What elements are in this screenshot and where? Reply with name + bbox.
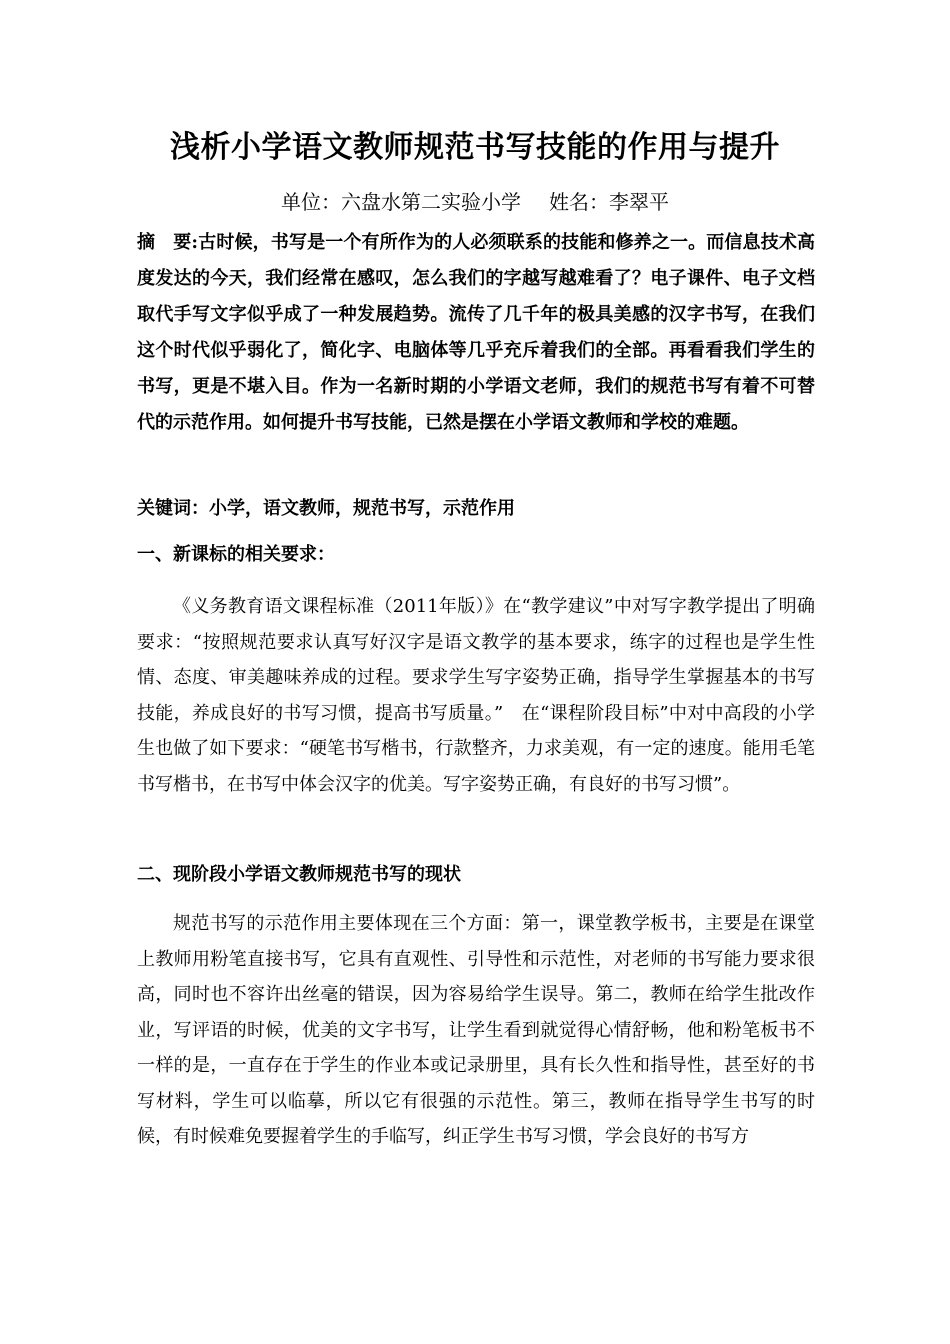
author-name: 姓名：李翠平 [549, 190, 669, 214]
section-heading-1: 一、新课标的相关要求： [137, 544, 335, 565]
section-paragraph-1: 《义务教育语文课程标准（2011年版）》在“教学建议”中对写字教学提出了明确要求：“按照规范要求认真写好汉字是语文教学的基本要求，练字的过程也是学生性情、态度、审美趣味养成的过程。要求学生写字姿势正确，指导学生掌握基本的书写技能，养成良好的书写习惯，提高书写质量。” 在“课程阶段目标”中对中高段的小学生也做了如下要求：“硬笔书写楷书，行款整齐，力求美观，有一定的速度。能用毛笔书写楷书，在书写中体会汉字的优美。写字姿势正确，有良好的书写习惯”。 [137, 596, 815, 795]
section-paragraph-2: 规范书写的示范作用主要体现在三个方面：第一，课堂教学板书，主要是在课堂上教师用粉笔直接书写，它具有直观性、引导性和示范性，对老师的书写能力要求很高，同时也不容许出丝毫的错误，因为容易给学生误导。第二，教师在给学生批改作业，写评语的时候，优美的文字书写，让学生看到就觉得心情舒畅，他和粉笔板书不一样的是，一直存在于学生的作业本或记录册里，具有长久性和指导性，甚至好的书写材料，学生可以临摹，所以它有很强的示范性。第三，教师在指导学生书写的时候，有时候难免要握着学生的手临写，纠正学生书写习惯，学会良好的书写方 [137, 913, 815, 1147]
keywords-line: 关键词：小学，语文教师，规范书写，示范作用 [137, 498, 515, 519]
author-byline [0, 187, 950, 217]
abstract-label: 摘 要: [137, 232, 199, 253]
abstract-paragraph [137, 225, 815, 441]
section-heading-2: 二、现阶段小学语文教师规范书写的现状 [137, 864, 461, 885]
document-title: 浅析小学语文教师规范书写技能的作用与提升 [170, 130, 780, 165]
abstract-text: 古时候，书写是一个有所作为的人必须联系的技能和修养之一。而信息技术高度发达的今天，我们经常在感叹，怎么我们的字越写越难看了？电子课件、电子文档取代手写文字似乎成了一种发展趋势。流传了几千年的极具美感的汉字书写，在我们这个时代似乎弱化了，简化字、电脑体等几乎充斥着我们的全部。再看看我们学生的书写，更是不堪入目。作为一名新时期的小学语文老师，我们的规范书写有着不可替代的示范作用。如何提升书写技能，已然是摆在小学语文教师和学校的难题。 [137, 232, 815, 433]
author-unit: 单位：六盘水第二实验小学 [281, 190, 521, 214]
